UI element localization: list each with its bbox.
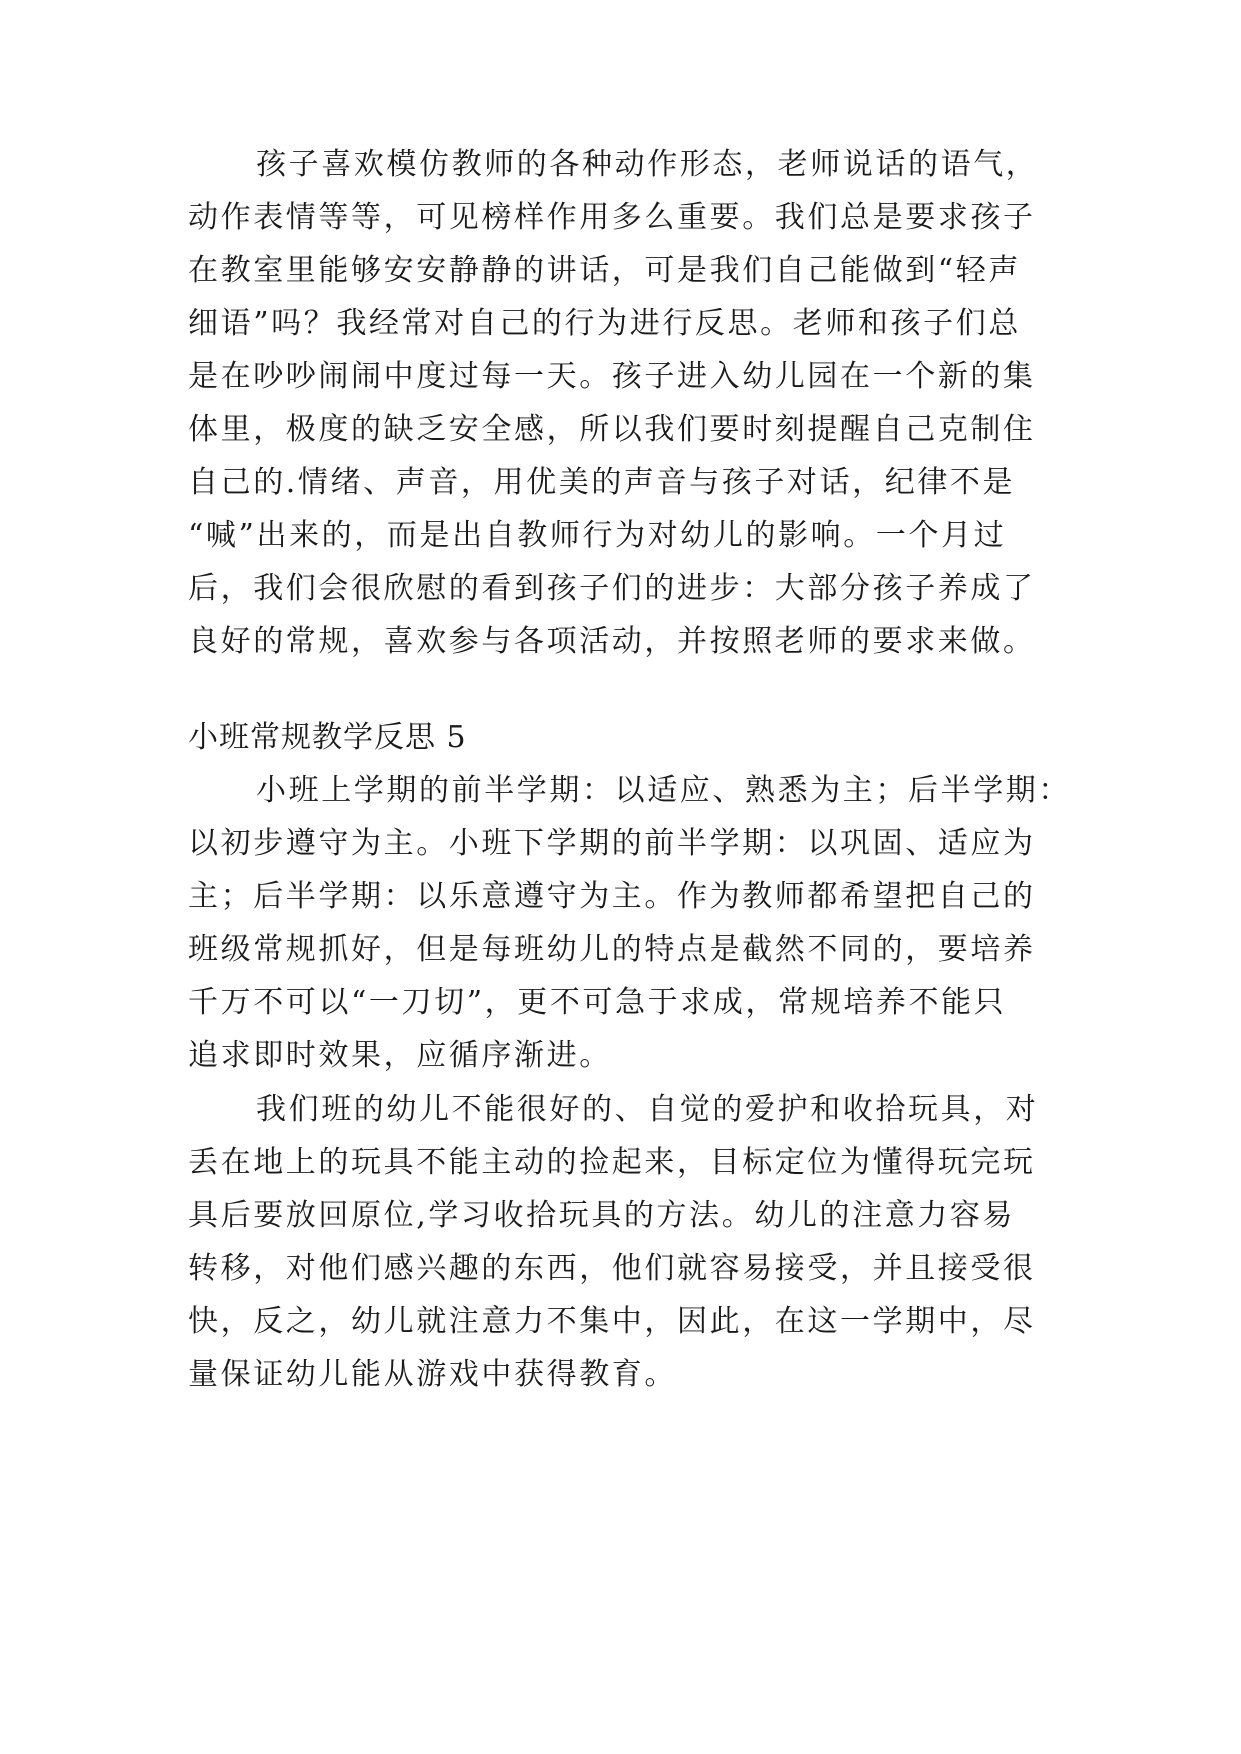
paragraph-line: 在教室里能够安安静静的讲话，可是我们自己能做到“轻声	[188, 253, 1021, 288]
paragraph-line: 动作表情等等，可见榜样作用多么重要。我们总是要求孩子	[188, 200, 1036, 235]
paragraph-line: 千万不可以“一刀切”，更不可急于求成，常规培养不能只	[188, 985, 1007, 1020]
paragraph-line: 孩子喜欢模仿教师的各种动作形态，老师说话的语气，	[256, 147, 1039, 182]
paragraph-line: 快，反之，幼儿就注意力不集中，因此，在这一学期中，尽	[188, 1304, 1036, 1339]
paragraph-line: 是在吵吵闹闹中度过每一天。孩子进入幼儿园在一个新的集	[188, 359, 1036, 394]
section-title: 小班常规教学反思 5	[188, 720, 467, 755]
paragraph-line: 后，我们会很欣慰的看到孩子们的进步：大部分孩子养成了	[188, 571, 1036, 606]
paragraph-line: 具后要放回原位,学习收拾玩具的方法。幼儿的注意力容易	[188, 1198, 1016, 1233]
paragraph-line: 班级常规抓好，但是每班幼儿的特点是截然不同的，要培养	[188, 932, 1036, 967]
paragraph-line: 转移，对他们感兴趣的东西，他们就容易接受，并且接受很	[188, 1251, 1036, 1286]
paragraph-line: 量保证幼儿能从游戏中获得教育。	[188, 1357, 677, 1392]
paragraph-line: 自己的.情绪、声音，用优美的声音与孩子对话，纪律不是	[188, 465, 1016, 500]
paragraph-line: 体里，极度的缺乏安全感，所以我们要时刻提醒自己克制住	[188, 412, 1036, 447]
paragraph-line: 主；后半学期：以乐意遵守为主。作为教师都希望把自己的	[188, 879, 1036, 914]
paragraph-line: 丢在地上的玩具不能主动的捡起来，目标定位为懂得玩完玩	[188, 1145, 1036, 1180]
paragraph-line: 以初步遵守为主。小班下学期的前半学期：以巩固、适应为	[188, 826, 1036, 861]
paragraph-line: 良好的常规，喜欢参与各项活动，并按照老师的要求来做。	[188, 624, 1036, 659]
paragraph-line: 小班上学期的前半学期：以适应、熟悉为主；后半学期：	[256, 773, 1071, 808]
paragraph-line: 追求即时效果，应循序渐进。	[188, 1038, 612, 1073]
paragraph-line: 我们班的幼儿不能很好的、自觉的爱护和收拾玩具，对	[256, 1092, 1039, 1127]
paragraph-line: 细语”吗？我经常对自己的行为进行反思。老师和孩子们总	[188, 306, 1021, 341]
paragraph-line: “喊”出来的，而是出自教师行为对幼儿的影响。一个月过	[188, 518, 1007, 553]
